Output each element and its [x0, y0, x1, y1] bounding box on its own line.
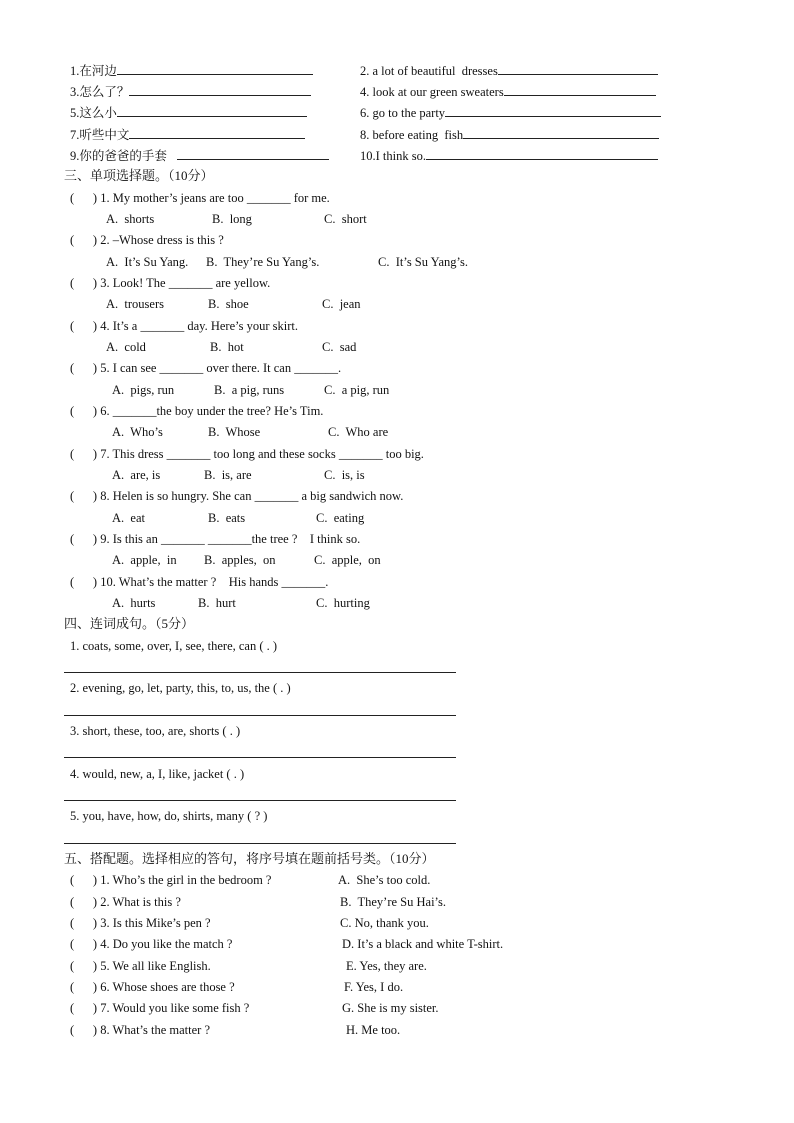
- section-5-heading: 五、搭配题。选择相应的答句，将序号填在题前括号类。（10分）: [64, 851, 435, 866]
- mc-option-5a: A. pigs, run: [112, 383, 175, 397]
- mc-option-6a: A. Who’s: [112, 425, 163, 439]
- mc-option-6c: C. Who are: [328, 425, 389, 439]
- sentence-item-5: 5. you, have, how, do, shirts, many ( ? ): [70, 809, 268, 823]
- answer-line-2: [64, 715, 456, 716]
- translate-item-6: 6. go to the party: [360, 104, 661, 121]
- mc-option-7c: C. is, is: [324, 468, 365, 482]
- mc-question-5: ( ) 5. I can see _______ over there. It can _______.: [70, 361, 342, 375]
- sentence-item-3: 3. short, these, too, are, shorts ( . ): [70, 724, 241, 738]
- mc-option-10a: A. hurts: [112, 596, 156, 610]
- mc-option-1c: C. short: [324, 212, 367, 226]
- mc-option-4b: B. hot: [210, 340, 244, 354]
- translate-item-7: 7.听些中文: [70, 126, 305, 143]
- mc-question-10: ( ) 10. What’s the matter ? His hands _______.: [70, 575, 329, 589]
- answer-line-4: [64, 800, 456, 801]
- match-question-8: ( ) 8. What’s the matter ?: [70, 1023, 211, 1037]
- translate-item-8: 8. before eating fish: [360, 126, 659, 143]
- mc-option-5c: C. a pig, run: [324, 383, 390, 397]
- translate-item-5: 5.这么小: [70, 104, 307, 121]
- section-4-heading: 四、连词成句。（5分）: [64, 616, 195, 631]
- translate-item-1: 1.在河边: [70, 62, 313, 79]
- mc-option-9c: C. apple, on: [314, 553, 381, 567]
- translate-item-3: 3.怎么了？: [70, 83, 311, 100]
- mc-option-8b: B. eats: [208, 511, 246, 525]
- mc-question-9: ( ) 9. Is this an _______ _______the tree ? I think so.: [70, 532, 361, 546]
- match-question-5: ( ) 5. We all like English.: [70, 959, 211, 973]
- match-answer-b: B. They’re Su Hai’s.: [340, 895, 447, 909]
- sentence-item-1: 1. coats, some, over, I, see, there, can ( . ): [70, 639, 278, 653]
- mc-option-9a: A. apple, in: [112, 553, 177, 567]
- answer-line-5: [64, 843, 456, 844]
- mc-question-1: ( ) 1. My mother’s jeans are too _______ for me.: [70, 191, 330, 205]
- match-answer-g: G. She is my sister.: [342, 1001, 439, 1015]
- mc-question-3: ( ) 3. Look! The _______ are yellow.: [70, 276, 271, 290]
- mc-option-10c: C. hurting: [316, 596, 370, 610]
- mc-option-6b: B. Whose: [208, 425, 261, 439]
- mc-option-2c: C. It’s Su Yang’s.: [378, 255, 468, 269]
- sentence-item-2: 2. evening, go, let, party, this, to, us, the ( . ): [70, 681, 291, 695]
- answer-line-1: [64, 672, 456, 673]
- mc-option-1a: A. shorts: [106, 212, 155, 226]
- translate-item-2: 2. a lot of beautiful dresses: [360, 62, 658, 79]
- match-question-4: ( ) 4. Do you like the match ?: [70, 937, 233, 951]
- mc-question-7: ( ) 7. This dress _______ too long and these socks _______ too big.: [70, 447, 424, 461]
- mc-question-2: ( ) 2. –Whose dress is this ?: [70, 233, 224, 247]
- mc-option-4a: A. cold: [106, 340, 146, 354]
- mc-option-9b: B. apples, on: [204, 553, 276, 567]
- mc-option-1b: B. long: [212, 212, 252, 226]
- sentence-item-4: 4. would, new, a, I, like, jacket ( . ): [70, 767, 245, 781]
- mc-option-3c: C. jean: [322, 297, 361, 311]
- match-answer-a: A. She’s too cold.: [338, 873, 431, 887]
- match-question-7: ( ) 7. Would you like some fish ?: [70, 1001, 250, 1015]
- section-3-heading: 三、单项选择题。（10分）: [64, 168, 214, 183]
- match-question-6: ( ) 6. Whose shoes are those ?: [70, 980, 235, 994]
- match-answer-c: C. No, thank you.: [340, 916, 429, 930]
- mc-option-7b: B. is, are: [204, 468, 252, 482]
- mc-option-3a: A. trousers: [106, 297, 164, 311]
- match-question-1: ( ) 1. Who’s the girl in the bedroom ?: [70, 873, 272, 887]
- mc-question-6: ( ) 6. _______the boy under the tree? He’s Tim.: [70, 404, 324, 418]
- match-answer-h: H. Me too.: [346, 1023, 401, 1037]
- match-answer-e: E. Yes, they are.: [346, 959, 427, 973]
- mc-option-4c: C. sad: [322, 340, 357, 354]
- mc-option-8c: C. eating: [316, 511, 365, 525]
- match-question-3: ( ) 3. Is this Mike’s pen ?: [70, 916, 211, 930]
- translate-item-4: 4. look at our green sweaters: [360, 83, 656, 100]
- mc-option-2a: A. It’s Su Yang.: [106, 255, 189, 269]
- mc-option-2b: B. They’re Su Yang’s.: [206, 255, 320, 269]
- match-answer-f: F. Yes, I do.: [344, 980, 404, 994]
- translate-item-10: 10.I think so.: [360, 147, 658, 164]
- mc-option-3b: B. shoe: [208, 297, 249, 311]
- mc-option-8a: A. eat: [112, 511, 145, 525]
- match-answer-d: D. It’s a black and white T-shirt.: [342, 937, 504, 951]
- mc-question-8: ( ) 8. Helen is so hungry. She can _______ a big sandwich now.: [70, 489, 404, 503]
- mc-option-5b: B. a pig, runs: [214, 383, 285, 397]
- mc-question-4: ( ) 4. It’s a _______ day. Here’s your skirt.: [70, 319, 298, 333]
- mc-option-10b: B. hurt: [198, 596, 236, 610]
- mc-option-7a: A. are, is: [112, 468, 161, 482]
- match-question-2: ( ) 2. What is this ?: [70, 895, 181, 909]
- translate-item-9: 9.你的爸爸的手套: [70, 147, 329, 164]
- answer-line-3: [64, 757, 456, 758]
